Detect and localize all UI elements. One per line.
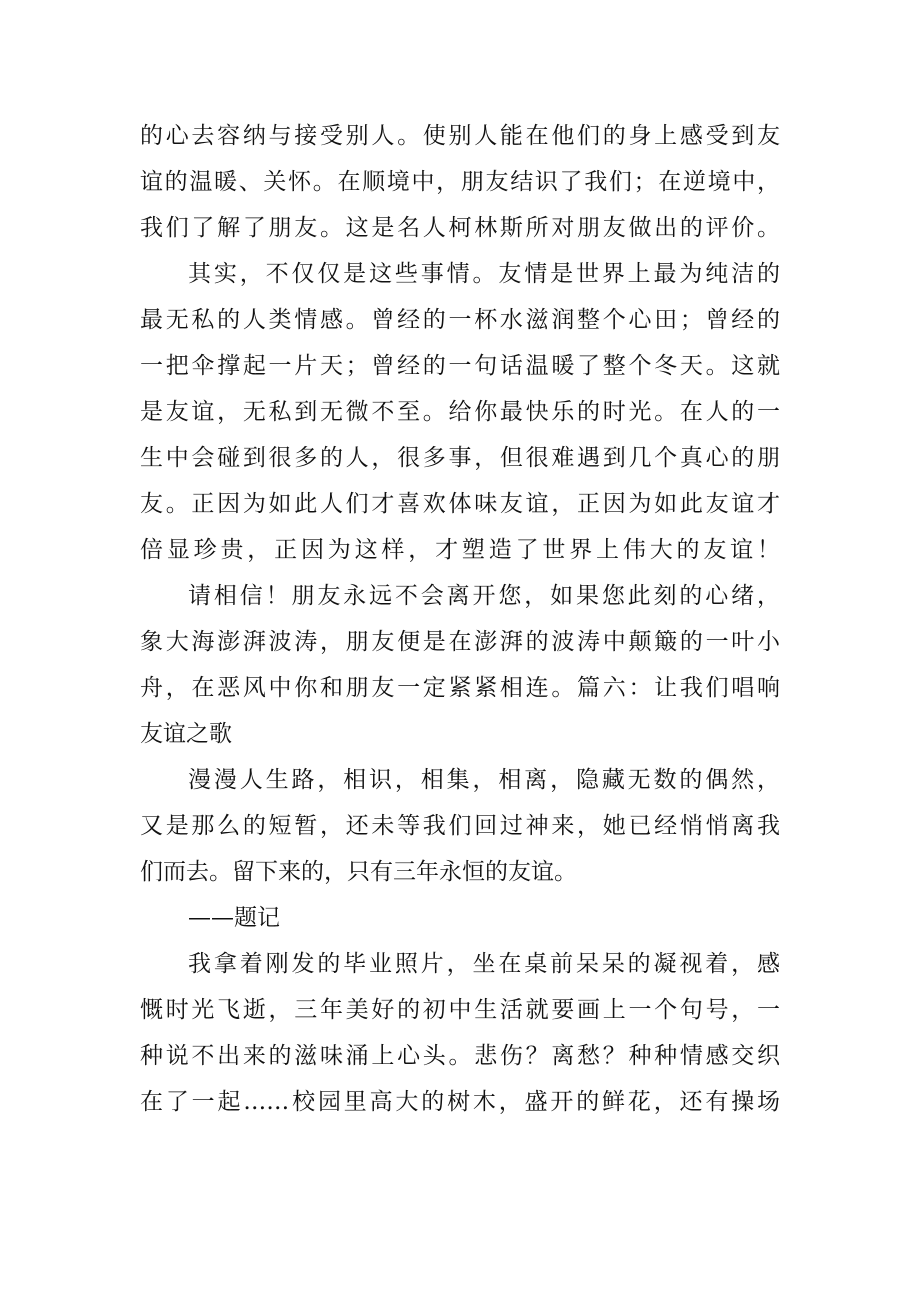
text-line: 们而去。留下来的，只有三年永恒的友谊。	[140, 859, 577, 885]
text-line: 一把伞撑起一片天；曾经的一句话温暖了整个冬天。这就	[140, 353, 780, 379]
text-line: 最无私的人类情感。曾经的一杯水滋润整个心田；曾经的	[140, 307, 780, 333]
text-line: 生中会碰到很多的人，很多事，但很难遇到几个真心的朋	[140, 445, 780, 471]
paragraph-start-line: 请相信！朋友永远不会离开您，如果您此刻的心绪，	[188, 583, 780, 609]
body-text	[140, 113, 780, 1125]
text-line: 又是那么的短暂，还未等我们回过神来，她已经悄悄离我	[140, 813, 780, 839]
text-line: 我们了解了朋友。这是名人柯林斯所对朋友做出的评价。	[140, 215, 780, 241]
text-line: 倍显珍贵，正因为这样，才塑造了世界上伟大的友谊！	[140, 537, 780, 563]
text-line: 谊的温暖、关怀。在顺境中，朋友结识了我们；在逆境中，	[140, 169, 780, 195]
text-line: 舟，在恶风中你和朋友一定紧紧相连。篇六：让我们唱响	[140, 675, 780, 701]
text-line: 象大海澎湃波涛，朋友便是在澎湃的波涛中颠簸的一叶小	[140, 629, 780, 655]
paragraph-start-line: 漫漫人生路，相识，相集，相离，隐藏无数的偶然，	[188, 767, 780, 793]
text-line: 在了一起……校园里高大的树木，盛开的鲜花，还有操场	[140, 1089, 780, 1115]
epigraph-attribution: ——题记	[188, 905, 280, 931]
text-line: 的心去容纳与接受别人。使别人能在他们的身上感受到友	[140, 123, 780, 149]
paragraph-start-line: 我拿着刚发的毕业照片，坐在桌前呆呆的凝视着，感	[188, 951, 780, 977]
paragraph-start-line: 其实，不仅仅是这些事情。友情是世界上最为纯洁的	[188, 261, 780, 287]
text-line: 慨时光飞逝，三年美好的初中生活就要画上一个句号，一	[140, 997, 780, 1023]
text-line: 种说不出来的滋味涌上心头。悲伤？离愁？种种情感交织	[140, 1043, 780, 1069]
text-line: 友谊之歌	[140, 721, 232, 747]
text-line: 友。正因为如此人们才喜欢体味友谊，正因为如此友谊才	[140, 491, 780, 517]
text-line: 是友谊，无私到无微不至。给你最快乐的时光。在人的一	[140, 399, 780, 425]
